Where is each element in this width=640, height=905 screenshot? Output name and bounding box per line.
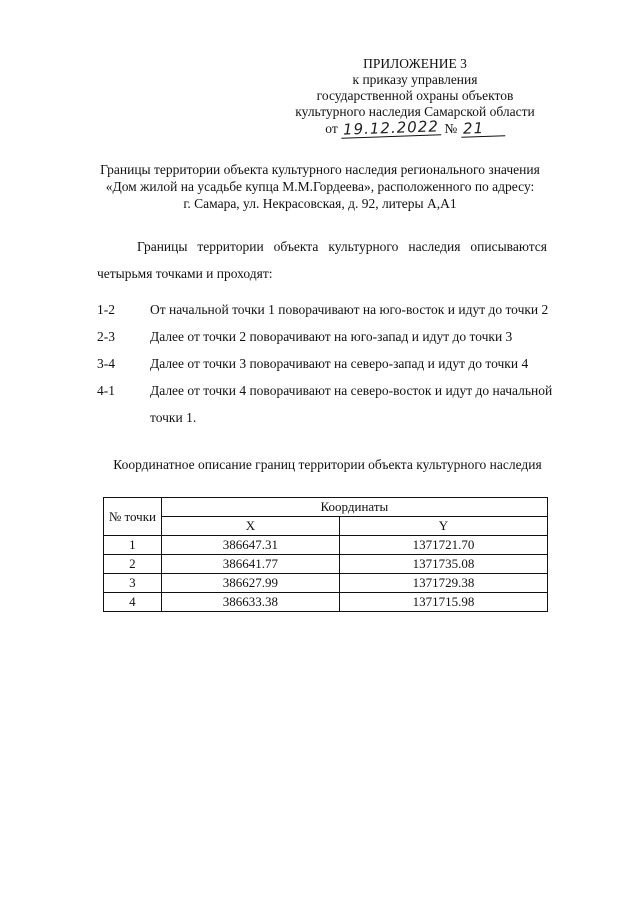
appendix-title: ПРИЛОЖЕНИЕ 3 <box>363 56 467 71</box>
segment-item <box>97 323 557 350</box>
header-y: Y <box>339 517 547 536</box>
intro-line-1: Границы территории объекта культурного наследия описываются <box>137 239 547 254</box>
appendix-department-line: государственной охраны объектов <box>316 88 514 103</box>
coordinates-table <box>103 497 548 612</box>
segment-item <box>97 350 557 377</box>
table-row <box>104 555 548 574</box>
segment-id: 4-1 <box>97 383 115 398</box>
appendix-region-line: культурного наследия Самарской области <box>295 104 535 119</box>
segment-text: Далее от точки 3 поворачивают на северо-запад и идут до точки 4 <box>150 356 529 371</box>
document-title <box>60 161 580 212</box>
segment-text: Далее от точки 4 поворачивают на северо-восток и идут до начальной точки 1. <box>150 383 553 425</box>
title-line-2: «Дом жилой на усадьбе купца М.М.Гордеева», расположенного по адресу: <box>105 179 535 194</box>
segment-id: 2-3 <box>97 329 115 344</box>
cell-y: 1371729.38 <box>339 574 547 593</box>
date-prefix: от <box>325 121 338 136</box>
appendix-date-number <box>290 117 540 139</box>
header-coordinates: Координаты <box>161 498 547 517</box>
cell-point: 2 <box>104 555 162 574</box>
cell-x: 386627.99 <box>161 574 339 593</box>
cell-x: 386647.31 <box>161 536 339 555</box>
segment-id: 1-2 <box>97 302 115 317</box>
intro-paragraph <box>97 233 547 287</box>
table-row <box>104 574 548 593</box>
segment-item <box>97 377 557 431</box>
segment-text: Далее от точки 2 поворачивают на юго-запад и идут до точки 3 <box>150 329 513 344</box>
table-header-row <box>104 498 548 517</box>
table-row <box>104 536 548 555</box>
number-prefix: № <box>444 121 458 136</box>
appendix-header <box>290 56 540 137</box>
intro-line-2: четырьмя точками и проходят: <box>97 266 273 281</box>
cell-y: 1371735.08 <box>339 555 547 574</box>
segment-text: От начальной точки 1 поворачивают на юго-восток и идут до точки 2 <box>150 302 549 317</box>
cell-point: 1 <box>104 536 162 555</box>
cell-x: 386633.38 <box>161 593 339 612</box>
title-line-1: Границы территории объекта культурного наследия регионального значения <box>100 162 540 177</box>
appendix-order-line: к приказу управления <box>352 72 478 87</box>
handwritten-date: 19.12.2022 <box>342 117 440 139</box>
cell-x: 386641.77 <box>161 555 339 574</box>
table-subheader-row <box>104 517 548 536</box>
cell-y: 1371715.98 <box>339 593 547 612</box>
segment-id: 3-4 <box>97 356 115 371</box>
title-line-3: г. Самара, ул. Некрасовская, д. 92, литеры А,А1 <box>183 196 457 211</box>
cell-point: 4 <box>104 593 162 612</box>
segment-item <box>97 296 557 323</box>
table-row <box>104 593 548 612</box>
handwritten-number: 21 <box>460 119 505 138</box>
header-point: № точки <box>104 498 162 536</box>
coordinates-caption: Координатное описание границ территории объекта культурного наследия <box>113 457 542 472</box>
boundary-segments <box>97 296 557 431</box>
cell-point: 3 <box>104 574 162 593</box>
cell-y: 1371721.70 <box>339 536 547 555</box>
header-x: X <box>161 517 339 536</box>
